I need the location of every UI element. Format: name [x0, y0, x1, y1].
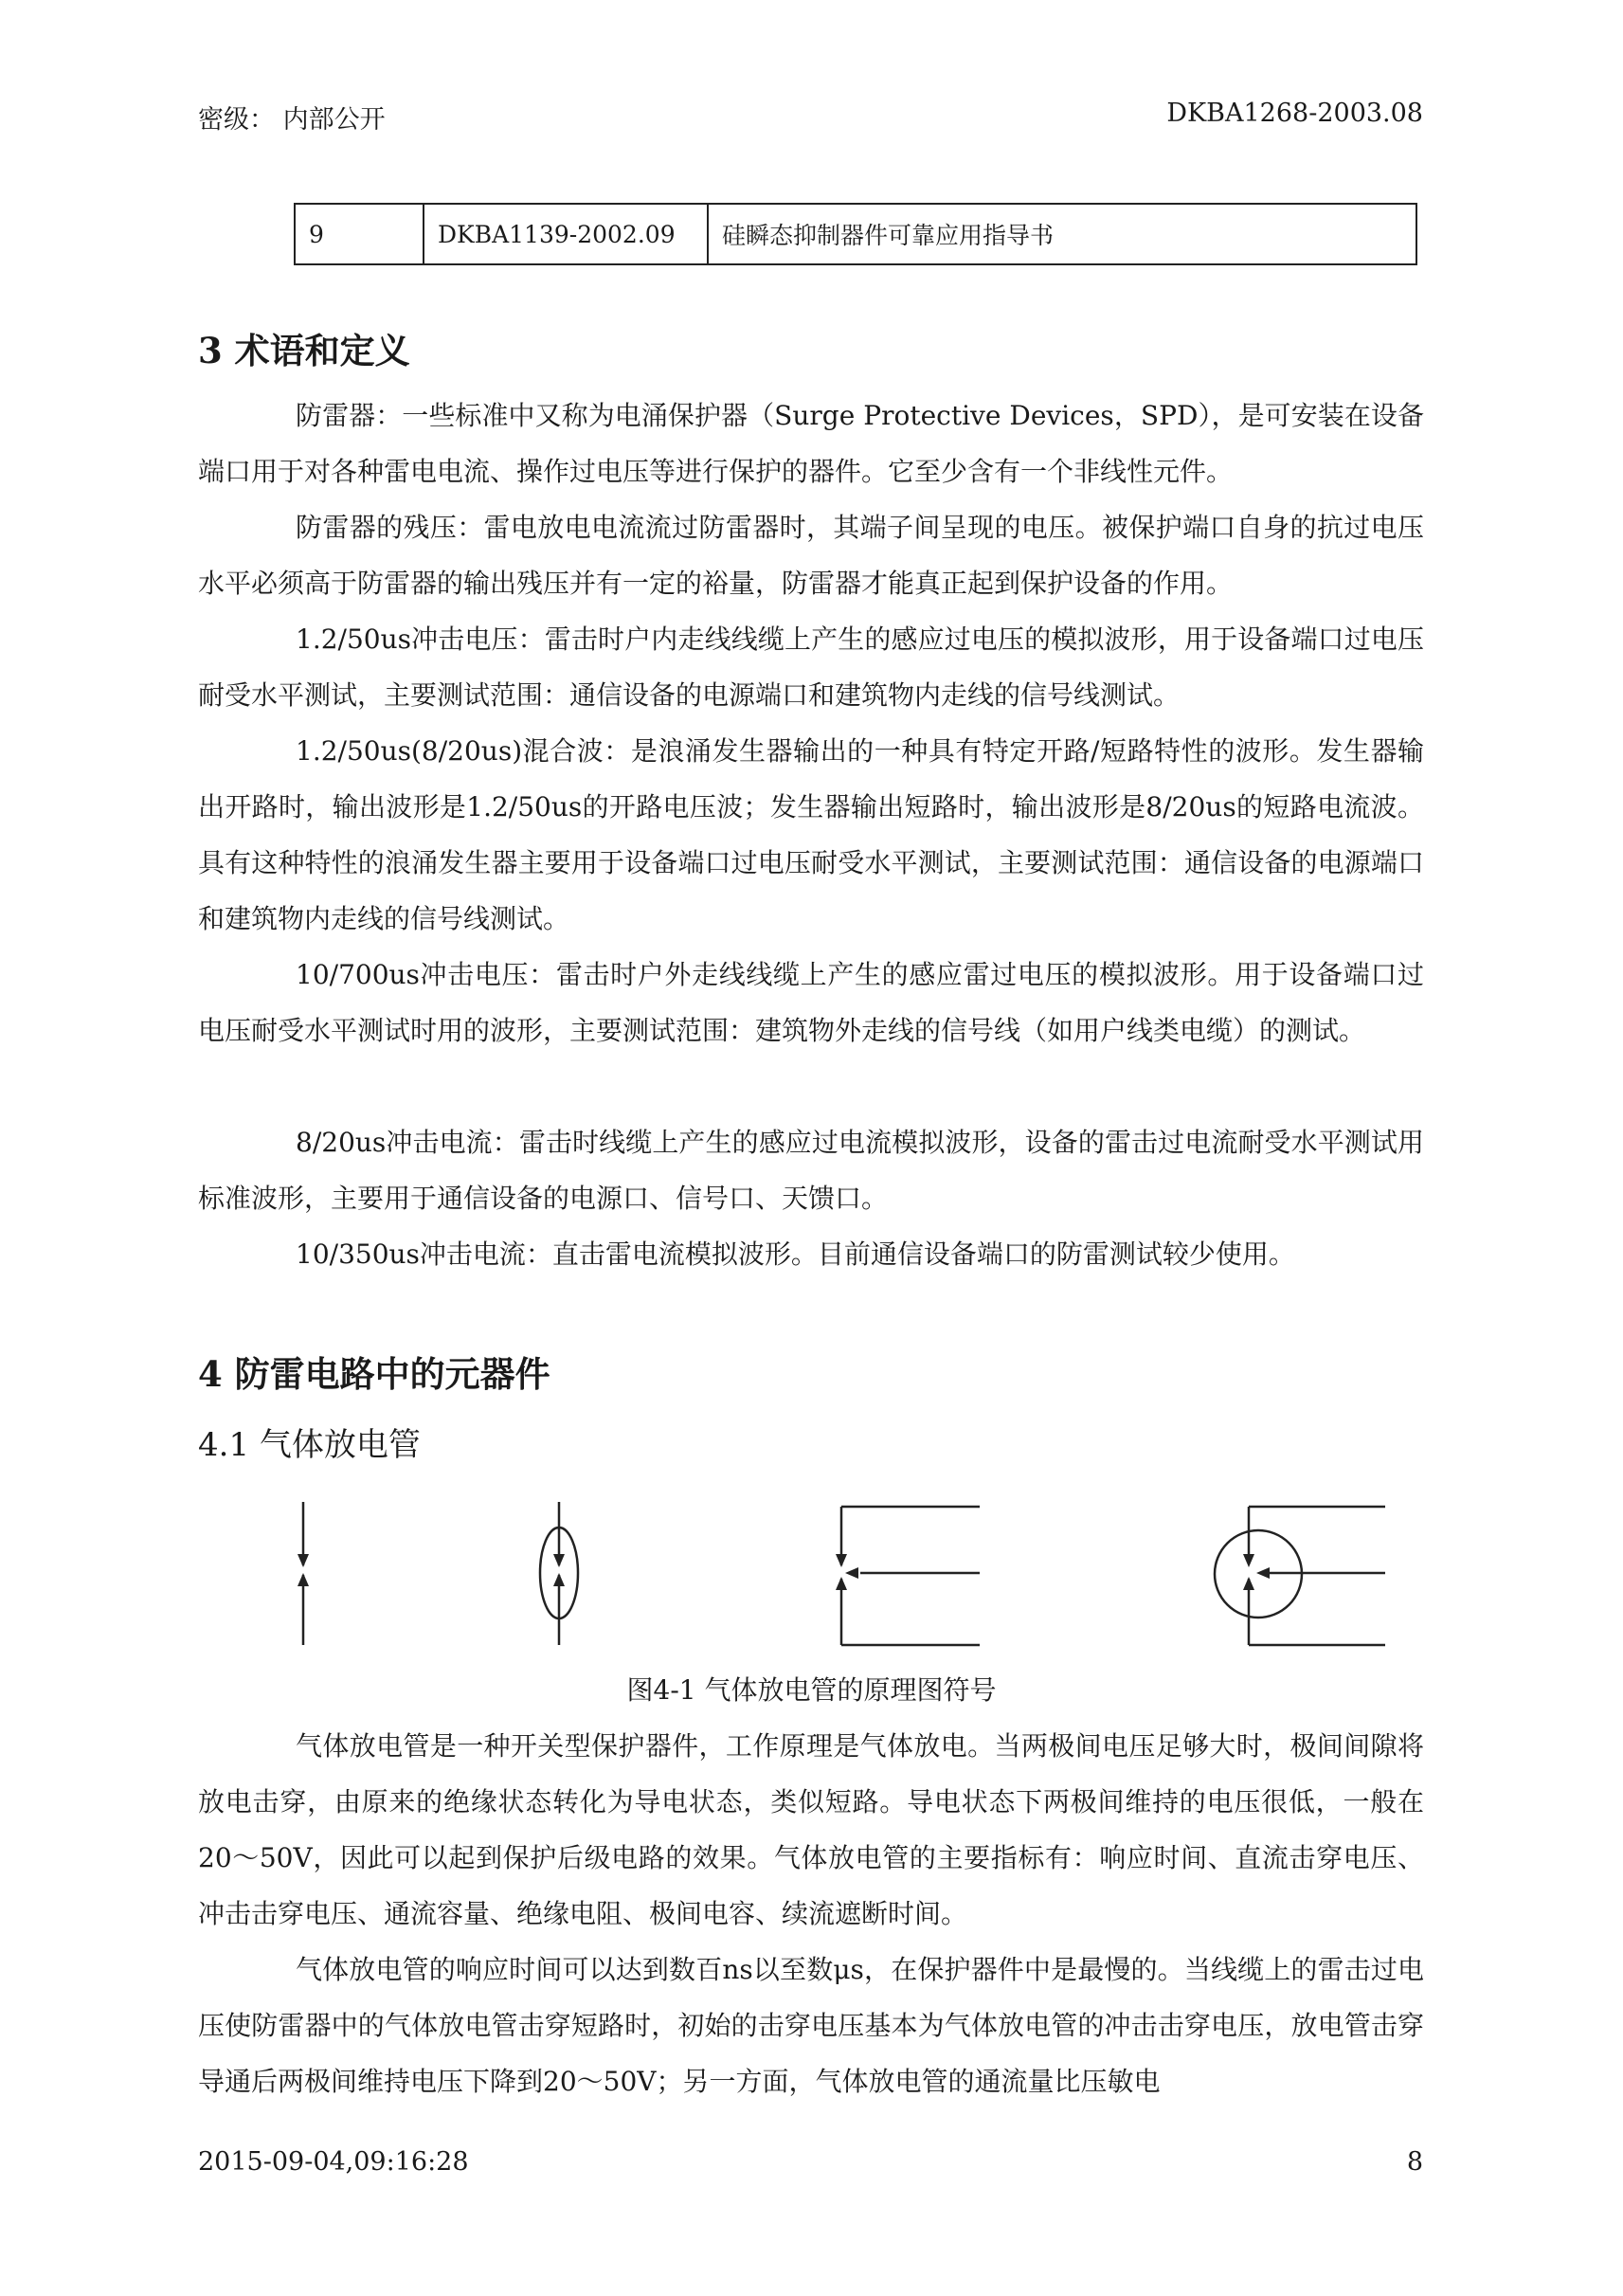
paragraph-gdt-response-time: 气体放电管的响应时间可以达到数百ns以至数μs，在保护器件中是最慢的。当线缆上的雷击过电压使防雷器中的气体放电管击穿短路时，初始的击穿电压基本为气体放电管的冲击击穿电压，放电管击穿导通后两极间维持电压下降到20～50V；另一方面，气体放电管的通流量比压敏电 [198, 1954, 1424, 2097]
paragraph-1-2-50us: 1.2/50us冲击电压：雷击时户内走线线缆上产生的感应过电压的模拟波形，用于设备端口过电压耐受水平测试，主要测试范围：通信设备的电源端口和建筑物内走线的信号线测试。 [198, 624, 1424, 711]
section-4-title: 4 防雷电路中的元器件 [198, 1353, 550, 1395]
gdt-symbol-two-electrode [298, 1502, 309, 1645]
header-classification: 密级： 内部公开 [198, 105, 386, 135]
paragraph-spd: 防雷器：一些标准中又称为电涌保护器（Surge Protective Devices，SPD），是可安装在设备端口用于对各种雷电电流、操作过电压等进行保护的器件。它至少含有一个非线性元件。 [198, 400, 1424, 487]
paragraph-combination-wave: 1.2/50us(8/20us)混合波：是浪涌发生器输出的一种具有特定开路/短路特性的波形。发生器输出开路时，输出波形是1.2/50us的开路电压波；发生器输出短路时，输出波形是8/20us的短路电流波。具有这种特性的浪涌发生器主要用于设备端口过电压耐受水平测试，主要测试范围：通信设备的电源端口和建筑物内走线的信号线测试。 [198, 735, 1424, 934]
reference-table [294, 203, 1417, 265]
header-doc-number: DKBA1268-2003.08 [1166, 99, 1423, 128]
paragraph-gdt-principle: 气体放电管是一种开关型保护器件，工作原理是气体放电。当两极间电压足够大时，极间间隙将放电击穿，由原来的绝缘状态转化为导电状态，类似短路。导电状态下两极间维持的电压很低，一般在20～50V，因此可以起到保护后级电路的效果。气体放电管的主要指标有：响应时间、直流击穿电压、冲击击穿电压、通流容量、绝缘电阻、极间电容、续流遮断时间。 [198, 1730, 1424, 1929]
subsection-4-1-title: 4.1 气体放电管 [198, 1426, 421, 1464]
figure-caption: 图4-1 气体放电管的原理图符号 [626, 1674, 997, 1706]
table-cell-no: 9 [295, 204, 424, 264]
paragraph-8-20us: 8/20us冲击电流：雷击时线缆上产生的感应过电流模拟波形，设备的雷击过电流耐受水平测试用标准波形，主要用于通信设备的电源口、信号口、天馈口。 [198, 1127, 1424, 1214]
gdt-symbol-two-electrode-ellipse [540, 1502, 578, 1645]
page-number: 8 [1406, 2147, 1423, 2177]
gas-discharge-tube-symbols [0, 1488, 1623, 1658]
paragraph-10-350us: 10/350us冲击电流：直击雷电流模拟波形。目前通信设备端口的防雷测试较少使用。 [296, 1238, 1295, 1270]
table-cell-code: DKBA1139-2002.09 [424, 204, 708, 264]
gdt-symbol-three-electrode-circle [1215, 1507, 1385, 1645]
table-cell-title: 硅瞬态抑制器件可靠应用指导书 [708, 204, 1416, 264]
gdt-symbol-three-electrode [836, 1507, 980, 1645]
section-3-title: 3 术语和定义 [198, 330, 410, 371]
paragraph-residual-voltage: 防雷器的残压：雷电放电电流流过防雷器时，其端子间呈现的电压。被保护端口自身的抗过电压水平必须高于防雷器的输出残压并有一定的裕量，防雷器才能真正起到保护设备的作用。 [198, 512, 1424, 599]
paragraph-10-700us: 10/700us冲击电压：雷击时户外走线线缆上产生的感应雷过电压的模拟波形。用于设备端口过电压耐受水平测试时用的波形，主要测试范围：建筑物外走线的信号线（如用户线类电缆）的测试。 [198, 959, 1424, 1046]
table-row [295, 204, 1416, 264]
footer-timestamp: 2015-09-04,09:16:28 [198, 2147, 469, 2177]
